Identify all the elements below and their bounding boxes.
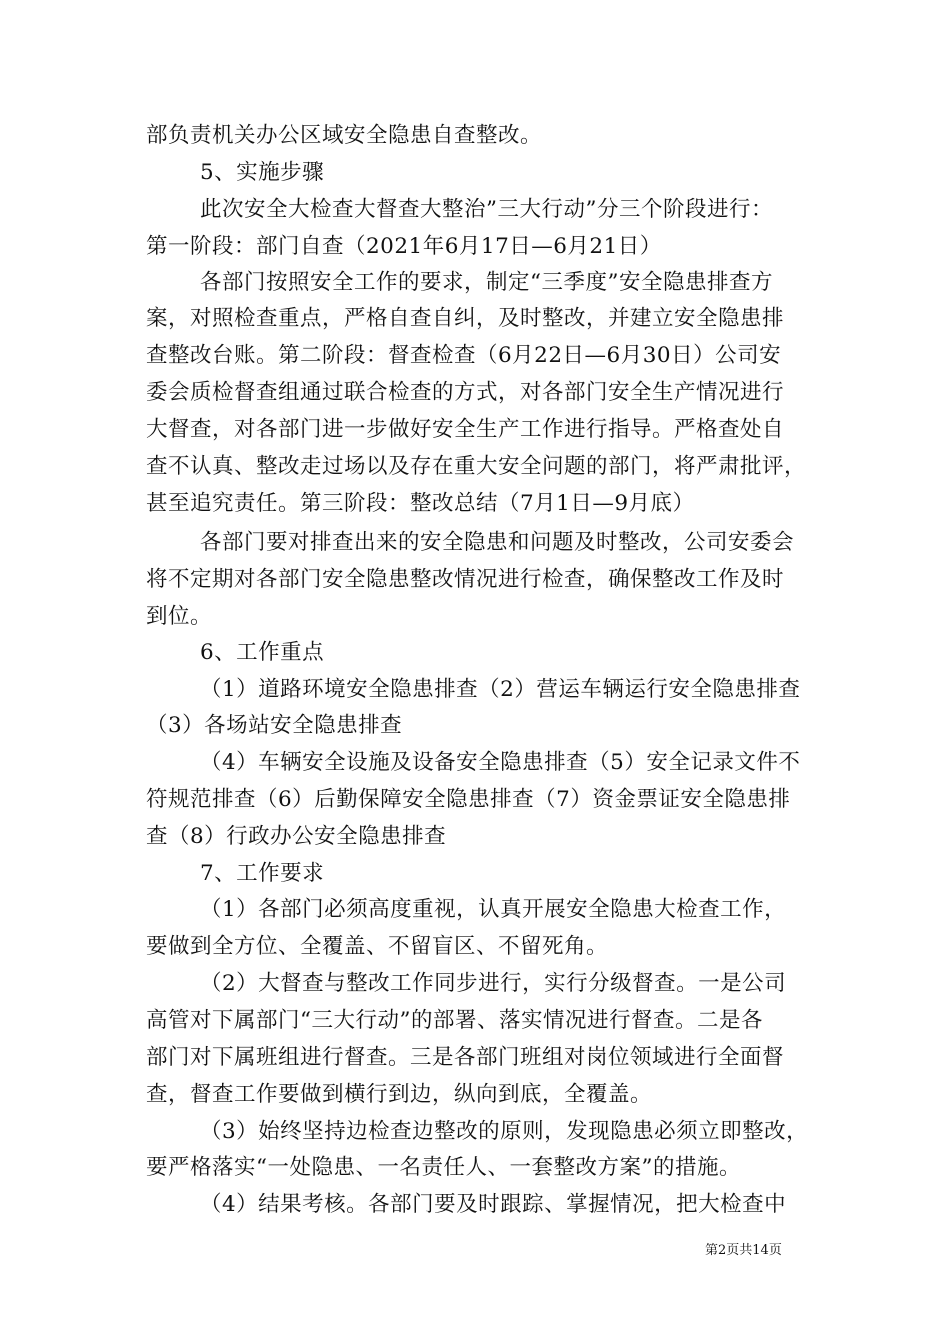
text-line: 委会质检督查组通过联合检查的方式，对各部门安全生产情况进行 bbox=[146, 380, 785, 405]
text-line: 部门对下属班组进行督查。三是各部门班组对岗位领域进行全面督 bbox=[146, 1045, 785, 1070]
text-line: 查整改台账。第二阶段：督查检查（6月22日—6月30日）公司安 bbox=[146, 343, 782, 368]
text-line: （1）道路环境安全隐患排查（2）营运车辆运行安全隐患排查 bbox=[200, 677, 801, 702]
text-line: 到位。 bbox=[146, 604, 213, 629]
text-line: 将不定期对各部门安全隐患整改情况进行检查，确保整改工作及时 bbox=[146, 567, 785, 592]
text-line: 此次安全大检查大督查大整治”三大行动”分三个阶段进行： bbox=[200, 197, 773, 222]
text-line: 要严格落实“一处隐患、一名责任人、一套整改方案”的措施。 bbox=[146, 1155, 741, 1180]
text-line: （1）各部门必须高度重视，认真开展安全隐患大检查工作， bbox=[200, 897, 787, 922]
text-line: 第一阶段：部门自查（2021年6月17日—6月21日） bbox=[146, 234, 662, 259]
text-line: 部负责机关办公区域安全隐患自查整改。 bbox=[146, 123, 543, 148]
section-heading: 6、工作重点 bbox=[200, 640, 325, 665]
section-heading: 5、实施步骤 bbox=[200, 160, 325, 185]
section-heading: 7、工作要求 bbox=[200, 861, 325, 886]
text-line: （3）各场站安全隐患排查 bbox=[146, 713, 403, 738]
text-line: 查（8）行政办公安全隐患排查 bbox=[146, 824, 447, 849]
text-line: 符规范排查（6）后勤保障安全隐患排查（7）资金票证安全隐患排 bbox=[146, 787, 791, 812]
text-line: 高管对下属部门“三大行动”的部署、落实情况进行督查。二是各 bbox=[146, 1008, 763, 1033]
text-line: 查，督查工作要做到横行到边，纵向到底，全覆盖。 bbox=[146, 1082, 653, 1107]
text-line: 查不认真、整改走过场以及存在重大安全问题的部门，将严肃批评， bbox=[146, 454, 807, 479]
text-line: 案，对照检查重点，严格自查自纠，及时整改，并建立安全隐患排 bbox=[146, 306, 785, 331]
text-line: （2）大督查与整改工作同步进行，实行分级督查。一是公司 bbox=[200, 971, 787, 996]
text-line: （3）始终坚持边检查边整改的原则，发现隐患必须立即整改， bbox=[200, 1119, 809, 1144]
text-line: 各部门要对排查出来的安全隐患和问题及时整改，公司安委会 bbox=[200, 530, 795, 555]
text-line: 各部门按照安全工作的要求，制定“三季度”安全隐患排查方 bbox=[200, 270, 773, 295]
text-line: 要做到全方位、全覆盖、不留盲区、不留死角。 bbox=[146, 934, 609, 959]
text-line: 大督查，对各部门进一步做好安全生产工作进行指导。严格查处自 bbox=[146, 417, 785, 442]
text-line: 甚至追究责任。第三阶段：整改总结（7月1日—9月底） bbox=[146, 491, 695, 516]
page-number: 第2页共14页 bbox=[705, 1243, 782, 1258]
text-line: （4）车辆安全设施及设备安全隐患排查（5）安全记录文件不 bbox=[200, 750, 801, 775]
text-line: （4）结果考核。各部门要及时跟踪、掌握情况，把大检查中 bbox=[200, 1192, 787, 1217]
